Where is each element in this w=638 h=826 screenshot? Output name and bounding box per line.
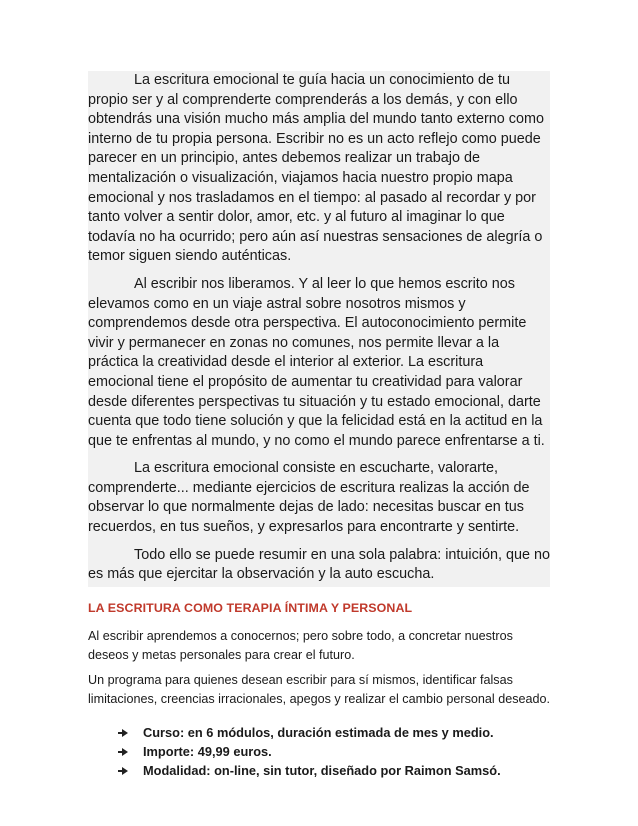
list-item xyxy=(122,761,550,780)
list-item-text: Curso: en 6 módulos, duración estimada de mes y medio. xyxy=(143,725,494,741)
section-paragraph: Un programa para quienes desean escribir para sí mismos, identificar falsas limitaciones, creencias irracionales, apegos y realizar el cambio personal deseado. xyxy=(88,672,551,707)
body-paragraph: Al escribir nos liberamos. Y al leer lo que hemos escrito nos elevamos como en un viaje astral sobre nosotros mismos y comprendemos desde otra perspectiva. El autoconocimiento permite vivir y permanecer en zonas no comunes, nos permite llevar a la práctica la creatividad desde el interior al exterior. La escritura emocional tiene el propósito de aumentar tu creatividad para valorar desde diferentes perspectivas tu situación y tu estado emocional, darte cuenta que todo tiene solución y que la felicidad está en la actitud en la que te enfrentas al mundo, y no como el mundo parece enfrentarse a ti. xyxy=(88,275,545,449)
body-paragraph: La escritura emocional te guía hacia un conocimiento de tu propio ser y al comprenderte comprenderás a los demás, y con ello obtendrás una visión mucho más amplia del mundo tanto externo como interno de tu propia persona. Escribir no es un acto reflejo como puede parecer en un principio, antes debemos realizar un trabajo de mentalización o visualización, viajamos hacia nuestro propio mapa emocional y nos trasladamos en el tiempo: al pasado al recordar y por tanto volver a sentir dolor, amor, etc. y al futuro al imaginar lo que todavía no ha ocurrido; pero aún así nuestras sensaciones de alegría o temor siguen siendo auténticas. xyxy=(88,72,544,265)
shaded-text-block xyxy=(88,71,550,587)
course-details-list xyxy=(88,723,550,780)
document-page xyxy=(88,71,550,780)
section-paragraph: Al escribir aprendemos a conocernos; pero sobre todo, a concretar nuestros deseos y metas personales para crear el futuro. xyxy=(88,628,513,663)
arrow-bullet-icon xyxy=(122,767,128,775)
list-item xyxy=(122,723,550,742)
arrow-bullet-icon xyxy=(122,729,128,737)
list-item xyxy=(122,742,550,761)
body-paragraph: Todo ello se puede resumir en una sola palabra: intuición, que no es más que ejercitar la observación y la auto escucha. xyxy=(88,546,551,583)
list-item-text: Modalidad: on-line, sin tutor, diseñado por Raimon Samsó. xyxy=(143,763,501,779)
arrow-bullet-icon xyxy=(122,748,128,756)
body-paragraph: La escritura emocional consiste en escucharte, valorarte, comprenderte... mediante ejercicios de escritura realizas la acción de observar lo que normalmente dejas de lado: necesitas buscar en tus recuerdos, en tus sueños, y expresarlos para encontrarte y sentirte. xyxy=(88,460,530,536)
section-heading: LA ESCRITURA COMO TERAPIA ÍNTIMA Y PERSONAL xyxy=(88,600,413,615)
list-item-text: Importe: 49,99 euros. xyxy=(143,744,272,760)
